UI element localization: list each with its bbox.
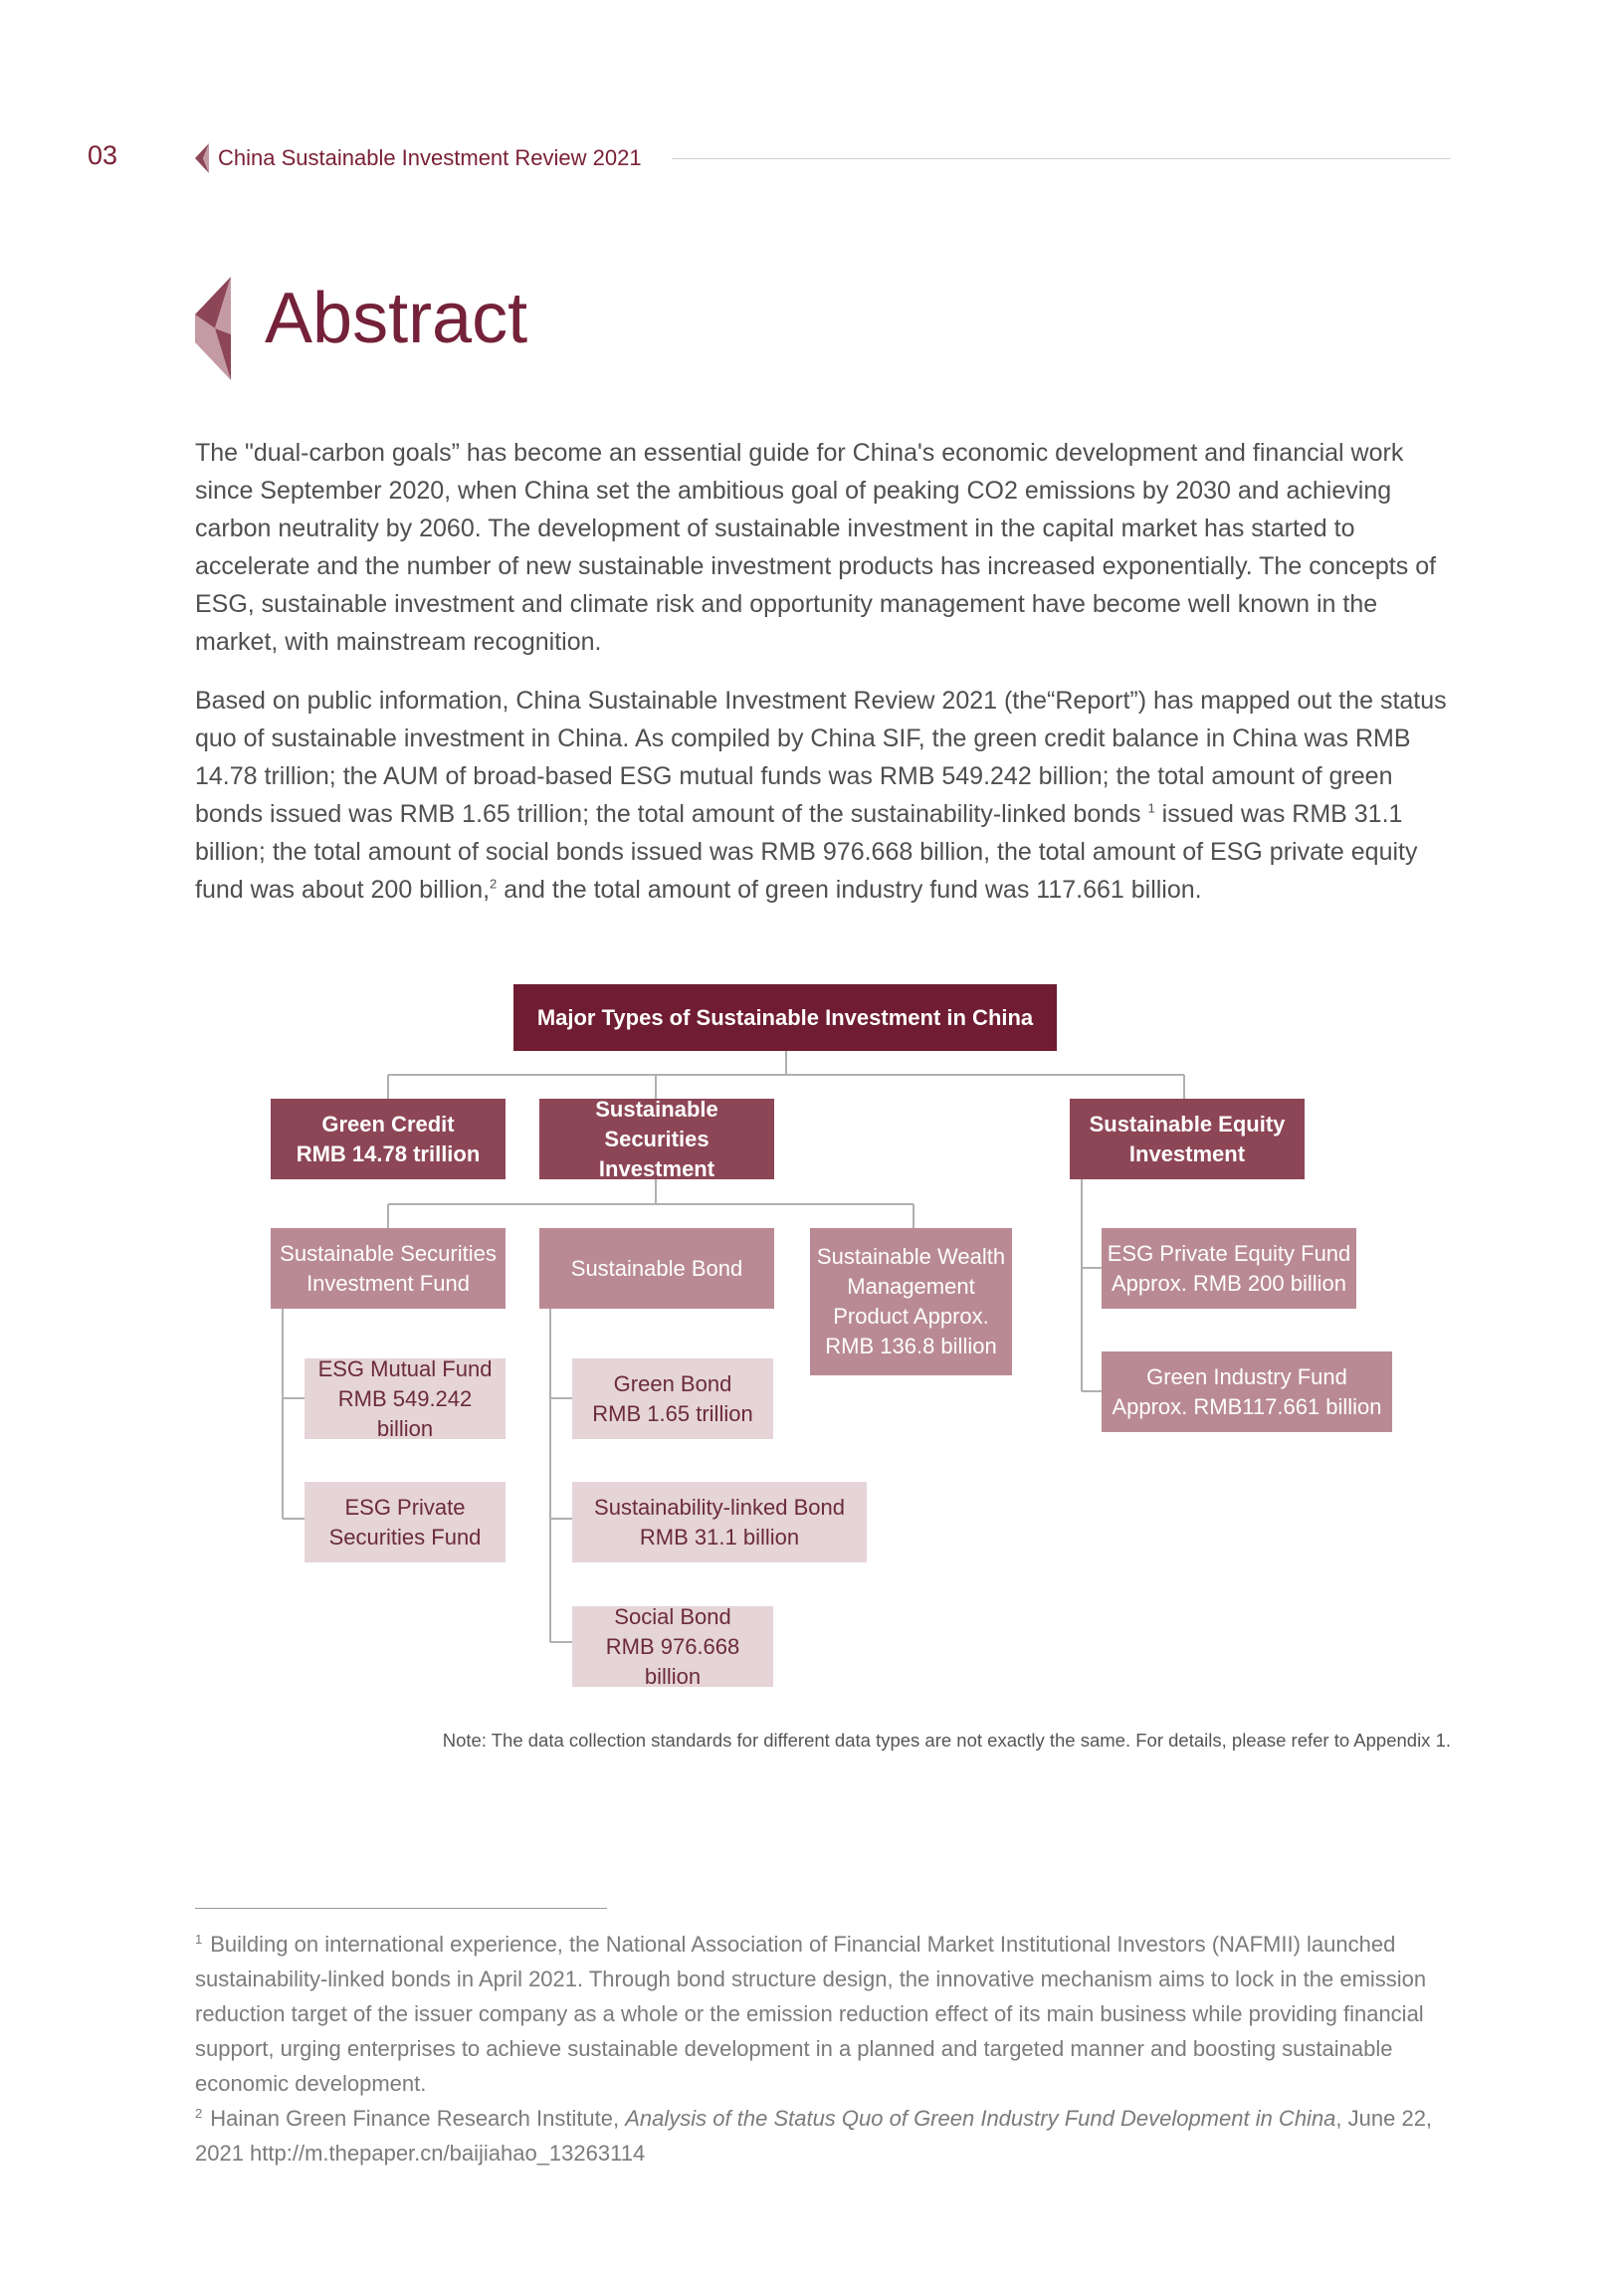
node-sustainability-linked-bond — [572, 1482, 867, 1562]
node-label: Sustainable Equity — [1089, 1111, 1286, 1137]
node-value: RMB 31.1 billion — [639, 1524, 800, 1550]
node-sustainable-wealth-management — [810, 1228, 1012, 1375]
footnote-1 — [195, 1927, 1451, 2101]
page-number: 03 — [88, 140, 118, 170]
footnote-ref-2[interactable]: 2 — [490, 876, 498, 892]
node-label: Product Approx. — [833, 1304, 989, 1329]
node-label: Sustainable Securities — [595, 1096, 718, 1151]
node-label: Securities Fund — [328, 1524, 482, 1550]
node-value: RMB 1.65 trillion — [592, 1400, 753, 1426]
footnote-mark: 1 — [195, 1931, 203, 1947]
footnote-2 — [195, 2101, 1451, 2171]
node-label: Green Industry Fund — [1146, 1363, 1347, 1389]
node-esg-mutual-fund — [304, 1355, 506, 1441]
node-social-bond — [572, 1603, 773, 1689]
node-label: Investment — [1128, 1140, 1246, 1166]
node-value: RMB 549.242 billion — [337, 1385, 473, 1441]
node-label: Social Bond — [614, 1603, 731, 1629]
node-sustainable-securities-investment — [539, 1096, 774, 1181]
node-label: Green Bond — [613, 1370, 732, 1396]
node-value: Approx. RMB 200 billion — [1111, 1270, 1346, 1296]
paragraph-text: and the total amount of green industry fund was 117.661 billion. — [497, 876, 1202, 904]
node-label: Major Types of Sustainable Investment in China — [536, 1004, 1034, 1030]
node-value: RMB 136.8 billion — [825, 1334, 997, 1358]
node-sustainable-bond — [539, 1228, 774, 1309]
node-label: Sustainability-linked Bond — [594, 1494, 845, 1520]
node-green-bond — [572, 1358, 773, 1439]
node-green-credit — [271, 1099, 506, 1179]
node-label: Sustainable Wealth — [816, 1244, 1006, 1269]
node-label: ESG Mutual Fund — [317, 1355, 493, 1381]
node-sustainable-equity-investment — [1070, 1099, 1305, 1179]
node-securities-investment-fund — [271, 1228, 506, 1309]
running-title: China Sustainable Investment Review 2021 — [218, 145, 642, 170]
node-esg-private-securities-fund — [304, 1482, 506, 1562]
body-paragraph-2 — [195, 682, 1451, 909]
node-label: ESG Private — [344, 1494, 466, 1520]
footnote-cited-title: Analysis of the Status Quo of Green Industry Fund Development in China — [625, 2106, 1336, 2131]
body-paragraph-1: The "dual-carbon goals” has become an essential guide for China's economic development and financial work since September 2020, when China set the ambitious goal of peaking CO2 emissions by 2030 and achieving carbon neutrality by 2060. The development of sustainable investment in the capital market has started to accelerate and the number of new sustainable investment products has increased exponentially. The concepts of ESG, sustainable investment and climate risk and opportunity management have become well known in the market, with mainstream recognition. — [195, 439, 1437, 656]
paragraph-text: Based on public information, China Sustainable Investment Review 2021 (the“Report”) has mapped out the status quo of sustainable investment in China. As compiled by China SIF, the green credit balance in China was RMB 14.78 trillion; the AUM of broad-based ESG mutual funds was RMB 549.242 billion; the total amount of green bonds issued was RMB 1.65 trillion; the total amount of the sustainability-linked bonds — [195, 687, 1447, 828]
chevron-logo-icon — [195, 277, 231, 380]
footnote-link-text[interactable]: , June 22, 2021 http://m.thepaper.cn/baijiahao_13263114 — [195, 2106, 1433, 2166]
node-label: Sustainable Bond — [570, 1255, 743, 1281]
chevron-left-icon — [195, 143, 209, 173]
node-esg-private-equity-fund — [1102, 1228, 1356, 1309]
footnote-mark: 2 — [195, 2105, 203, 2121]
page-title: Abstract — [265, 279, 528, 358]
paragraph-text: issued was RMB 31.1 billion; the total amount of social bonds issued was RMB 976.668 billion, the total amount of ESG private equity fund was about 200 billion, — [195, 800, 1418, 904]
footnote-ref-1[interactable]: 1 — [1147, 800, 1155, 816]
node-label: Green Credit — [321, 1111, 455, 1137]
footnote-text: Building on international experience, the National Association of Financial Market Institutional Investors (NAFMII) launched sustainability-linked bonds in April 2021. Through bond structure design, the innovative mechanism aims to lock in the emission reduction target of the issuer company as a whole or the emission reduction effect of its main business while providing financial support, urging enterprises to achieve sustainable development in a planned and targeted manner and boosting sustainable economic development. — [195, 1932, 1427, 2096]
node-value: RMB 14.78 trillion — [296, 1140, 481, 1166]
node-value: RMB 976.668 billion — [605, 1633, 740, 1689]
footnotes — [195, 1927, 1451, 2171]
header-divider — [672, 158, 1450, 159]
footnote-text: Hainan Green Finance Research Institute, — [210, 2106, 626, 2131]
node-label: Investment Fund — [306, 1270, 470, 1296]
footnote-divider — [195, 1908, 607, 1909]
node-label: Investment — [598, 1155, 715, 1181]
node-green-industry-fund — [1102, 1351, 1392, 1432]
diagram-root-node — [513, 984, 1057, 1051]
node-label: ESG Private Equity Fund — [1107, 1240, 1351, 1266]
node-value: Approx. RMB117.661 billion — [1112, 1393, 1382, 1419]
node-label: Management — [847, 1274, 975, 1299]
node-label: Sustainable Securities — [280, 1240, 497, 1266]
diagram-note: Note: The data collection standards for different data types are not exactly the same. For details, please refer to Appendix 1. — [442, 1730, 1451, 1751]
